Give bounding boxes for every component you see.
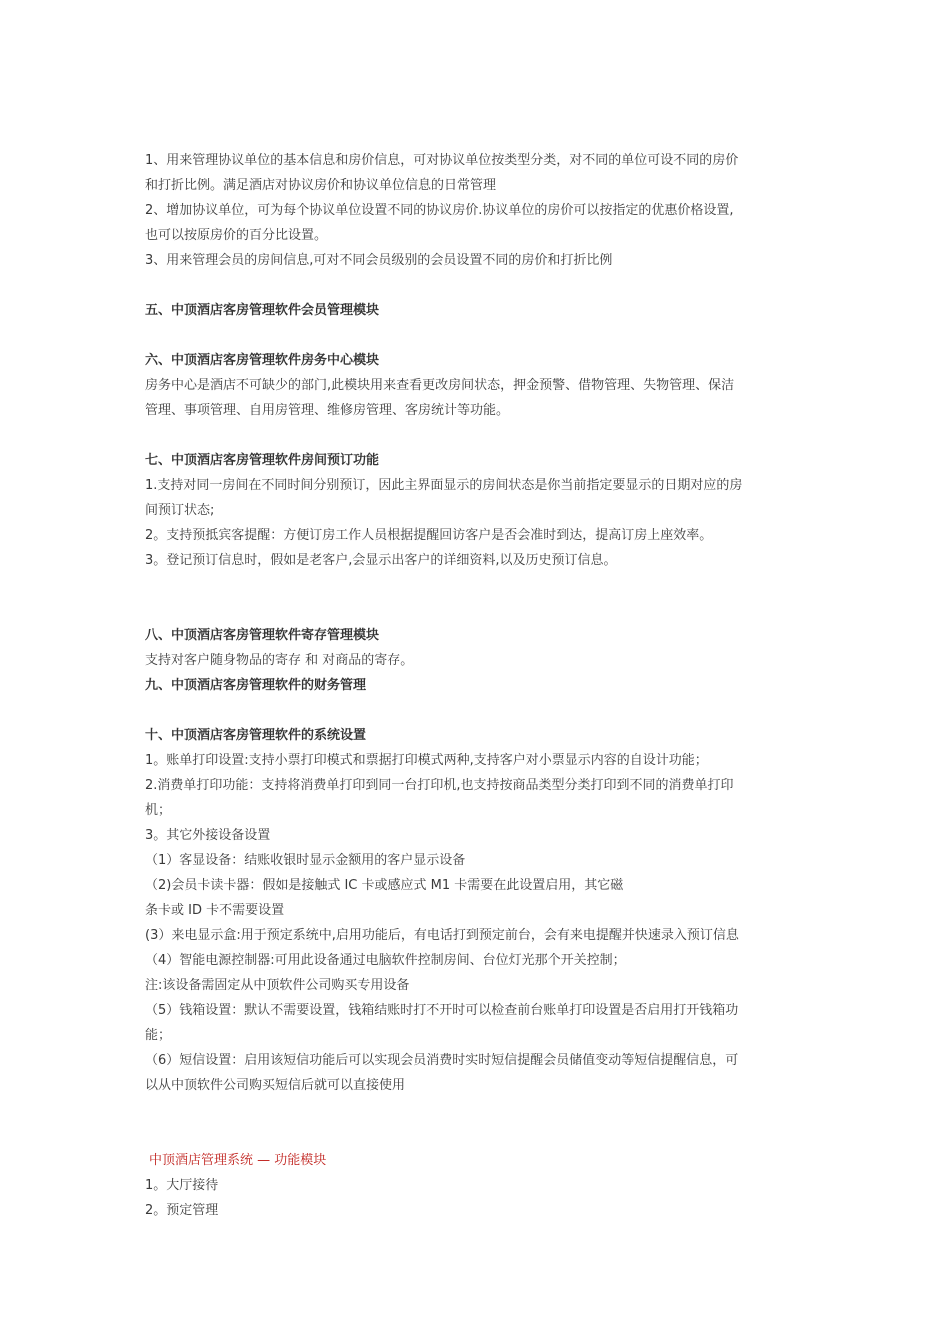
text-line: （4）智能电源控制器:可用此设备通过电脑软件控制房间、台位灯光那个开关控制； [145, 953, 626, 968]
text-line: 3、用来管理会员的房间信息,可对不同会员级别的会员设置不同的房价和打折比例 [145, 253, 613, 268]
section-heading-8: 八、中顶酒店客房管理软件寄存管理模块 [145, 628, 380, 643]
text-line: 1、用来管理协议单位的基本信息和房价信息，可对协议单位按类型分类，对不同的单位可设不同的房价 [145, 153, 739, 168]
text-line: 3。其它外接设备设置 [145, 828, 271, 843]
section-heading-7: 七、中顶酒店客房管理软件房间预订功能 [145, 453, 380, 468]
text-line: （6）短信设置：启用该短信功能后可以实现会员消费时实时短信提醒会员储值变动等短信提醒信息，可 [145, 1053, 739, 1068]
text-line: 3。登记预订信息时，假如是老客户,会显示出客户的详细资料,以及历史预订信息。 [145, 553, 617, 568]
text-line: 2、增加协议单位，可为每个协议单位设置不同的协议房价.协议单位的房价可以按指定的优惠价格设置, [145, 203, 734, 218]
text-line: 房务中心是酒店不可缺少的部门,此模块用来查看更改房间状态，押金预警、借物管理、失物管理、保洁 [145, 378, 735, 393]
module-title: 中顶酒店管理系统 — 功能模块 [149, 1153, 327, 1168]
section-heading-6: 六、中顶酒店客房管理软件房务中心模块 [145, 353, 380, 368]
text-line: 1.支持对同一房间在不同时间分别预订，因此主界面显示的房间状态是你当前指定要显示的日期对应的房 [145, 478, 743, 493]
text-line: 机； [145, 803, 172, 818]
text-line: （2)会员卡读卡器：假如是接触式 IC 卡或感应式 M1 卡需要在此设置启用，其它磁 [145, 878, 624, 893]
text-line: （1）客显设备：结账收银时显示金额用的客户显示设备 [145, 853, 466, 868]
text-line: 和打折比例。满足酒店对协议房价和协议单位信息的日常管理 [145, 178, 497, 193]
list-item: 2。预定管理 [145, 1203, 219, 1218]
list-item: 1。大厅接待 [145, 1178, 219, 1193]
section-heading-10: 十、中顶酒店客房管理软件的系统设置 [145, 728, 367, 743]
text-line: （5）钱箱设置：默认不需要设置，钱箱结账时打不开时可以检查前台账单打印设置是否启用打开钱箱功 [145, 1003, 739, 1018]
section-heading-5: 五、中顶酒店客房管理软件会员管理模块 [145, 303, 380, 318]
text-line: 能； [145, 1028, 172, 1043]
document-body [145, 148, 810, 1223]
text-line: 2。支持预抵宾客提醒：方便订房工作人员根据提醒回访客户是否会准时到达，提高订房上座效率。 [145, 528, 713, 543]
text-line: 注:该设备需固定从中顶软件公司购买专用设备 [145, 978, 410, 993]
section-heading-9: 九、中顶酒店客房管理软件的财务管理 [145, 678, 367, 693]
text-line: 2.消费单打印功能：支持将消费单打印到同一台打印机,也支持按商品类型分类打印到不同的消费单打印 [145, 778, 734, 793]
text-line: 以从中顶软件公司购买短信后就可以直接使用 [145, 1078, 406, 1093]
text-line: 条卡或 ID 卡不需要设置 [145, 903, 285, 918]
text-line: 也可以按原房价的百分比设置。 [145, 228, 328, 243]
text-line: (3）来电显示盒:用于预定系统中,启用功能后，有电话打到预定前台，会有来电提醒并快速录入预订信息 [145, 928, 739, 943]
text-line: 间预订状态; [145, 503, 215, 518]
text-line: 1。账单打印设置:支持小票打印模式和票据打印模式两种,支持客户对小票显示内容的自设计功能； [145, 753, 708, 768]
text-line: 管理、事项管理、自用房管理、维修房管理、客房统计等功能。 [145, 403, 510, 418]
text-line: 支持对客户随身物品的寄存 和 对商品的寄存。 [145, 653, 414, 668]
